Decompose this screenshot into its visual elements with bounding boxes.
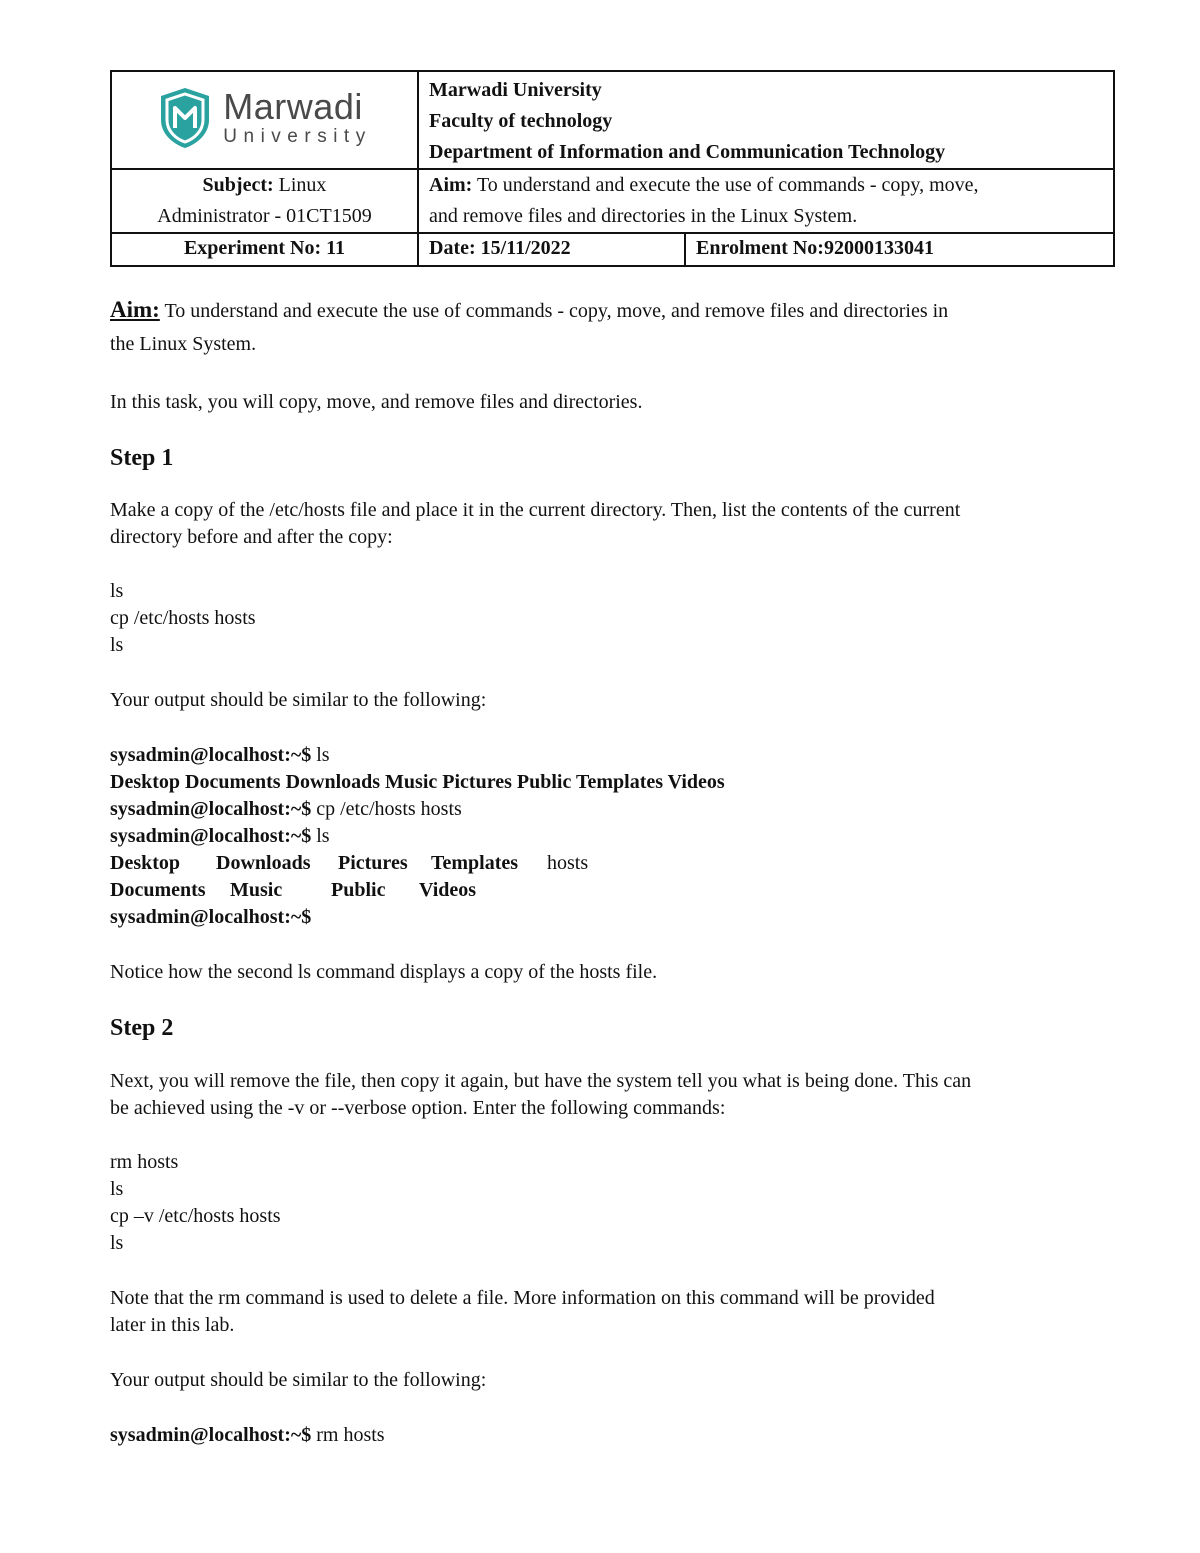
aim-header-text-2: and remove files and directories in the Linux System.	[429, 205, 858, 227]
subject-value-1: Linux	[273, 174, 327, 196]
aim-cell	[418, 169, 1114, 233]
step1-desc-2: directory before and after the copy:	[110, 526, 393, 548]
dir-name: Pictures	[338, 852, 408, 874]
logo-cell	[111, 71, 418, 169]
output-command: ls	[311, 825, 330, 847]
intro-text: In this task, you will copy, move, and remove files and directories.	[110, 391, 643, 413]
dir-name: Pictures	[442, 771, 512, 793]
step1-commands	[110, 578, 1112, 659]
aim-label: Aim:	[110, 297, 160, 322]
command-line: ls	[110, 634, 124, 656]
step2-output-line	[110, 1422, 1112, 1449]
step2-commands	[110, 1149, 1112, 1257]
institution-info	[418, 71, 1114, 169]
output-listing-2b	[110, 877, 1112, 904]
step1-title: Step 1	[110, 445, 174, 471]
dir-name: Downloads	[216, 852, 311, 874]
shell-prompt: sysadmin@localhost:~$	[110, 1424, 312, 1446]
dir-name: Videos	[419, 879, 477, 901]
dir-name: Templates	[431, 852, 519, 874]
shell-prompt: sysadmin@localhost:~$	[110, 744, 312, 766]
dir-name: Templates	[575, 771, 664, 793]
date-field: Date: 15/11/2022	[418, 233, 685, 266]
output-command: cp /etc/hosts hosts	[311, 798, 462, 820]
dir-name: Desktop	[110, 771, 181, 793]
subject-label: Subject:	[202, 174, 274, 196]
dir-name: Desktop	[110, 852, 181, 874]
dir-name: Public	[331, 879, 386, 901]
step2-output-intro: Your output should be similar to the following:	[110, 1369, 487, 1391]
command-line: cp –v /etc/hosts hosts	[110, 1205, 281, 1227]
dir-name: Downloads	[285, 771, 381, 793]
aim-text-2: the Linux System.	[110, 333, 257, 355]
logo-word: Marwadi	[223, 86, 363, 127]
subject-cell	[111, 169, 418, 233]
file-name: hosts	[547, 852, 589, 874]
experiment-number: Experiment No: 11	[111, 233, 418, 266]
command-line: rm hosts	[110, 1151, 179, 1173]
faculty-name: Faculty of technology	[429, 110, 613, 132]
document-body	[110, 296, 1112, 1449]
shield-logo-icon	[157, 86, 213, 150]
step2-note-1: Note that the rm command is used to delete a file. More information on this command will be provided	[110, 1287, 935, 1309]
aim-header-text-1: To understand and execute the use of commands - copy, move,	[472, 174, 979, 196]
step1-notice: Notice how the second ls command displays a copy of the hosts file.	[110, 961, 658, 983]
dir-name: Music	[230, 879, 283, 901]
step2-note-2: later in this lab.	[110, 1314, 235, 1336]
command-line: ls	[110, 580, 124, 602]
output-listing-2a	[110, 850, 1112, 877]
output-listing-1	[110, 769, 1112, 796]
aim-text-1: To understand and execute the use of commands - copy, move, and remove files and directories in	[159, 300, 949, 322]
enrolment-number: Enrolment No:92000133041	[685, 233, 1114, 266]
dir-name: Music	[385, 771, 438, 793]
department-name: Department of Information and Communication Technology	[429, 141, 946, 163]
dir-name: Public	[516, 771, 572, 793]
shell-prompt: sysadmin@localhost:~$	[110, 798, 312, 820]
step2-title: Step 2	[110, 1015, 174, 1041]
shell-prompt: sysadmin@localhost:~$	[110, 906, 312, 928]
dir-name: Documents	[185, 771, 281, 793]
command-line: ls	[110, 1232, 124, 1254]
step1-output-intro: Your output should be similar to the following:	[110, 689, 487, 711]
university-logo	[112, 72, 417, 163]
shell-prompt: sysadmin@localhost:~$	[110, 825, 312, 847]
step1-desc-1: Make a copy of the /etc/hosts file and place it in the current directory. Then, list the contents of the current	[110, 499, 961, 521]
command-line: cp /etc/hosts hosts	[110, 607, 256, 629]
step1-output	[110, 742, 1112, 931]
aim-header-label: Aim:	[429, 174, 473, 196]
dir-name: Videos	[667, 771, 725, 793]
logo-subword: University	[223, 126, 372, 147]
step2-desc-1: Next, you will remove the file, then copy it again, but have the system tell you what is being done. This can	[110, 1070, 972, 1092]
university-name: Marwadi University	[429, 79, 602, 101]
header-table	[110, 70, 1115, 267]
output-command: rm hosts	[311, 1424, 385, 1446]
dir-name: Documents	[110, 879, 206, 901]
output-command: ls	[311, 744, 330, 766]
step2-desc-2: be achieved using the -v or --verbose option. Enter the following commands:	[110, 1097, 726, 1119]
command-line: ls	[110, 1178, 124, 1200]
subject-value-2: Administrator - 01CT1509	[157, 205, 372, 227]
